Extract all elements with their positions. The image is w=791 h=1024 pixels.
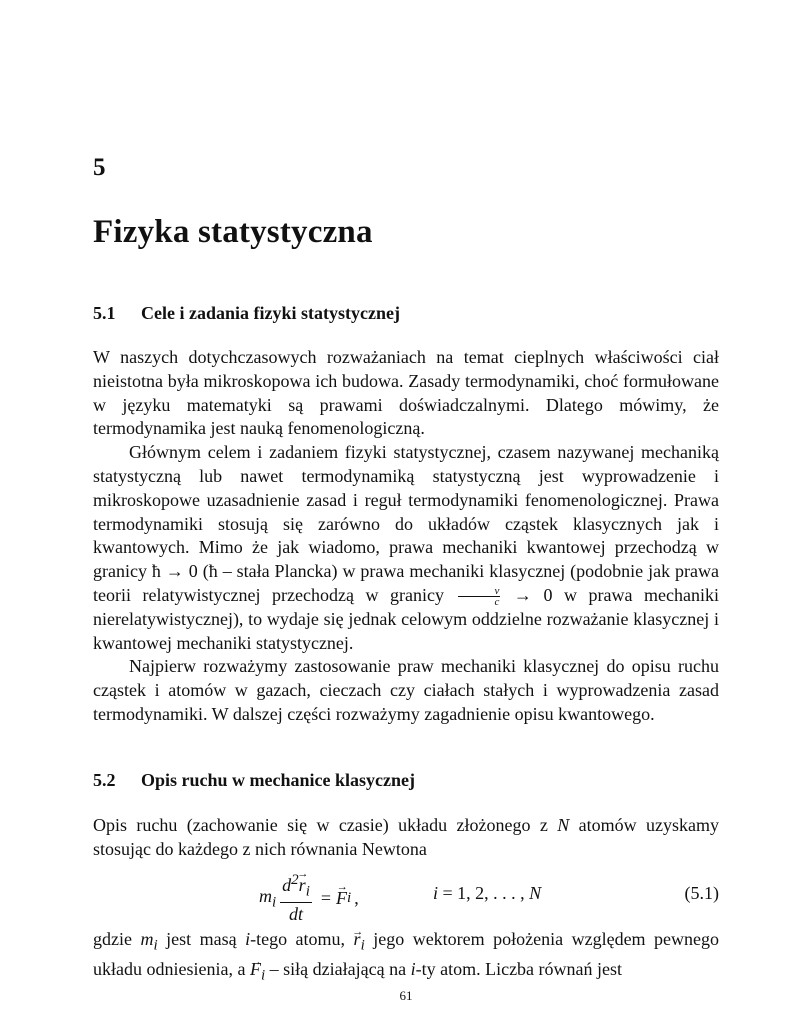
math-m: m bbox=[140, 929, 154, 949]
section-number: 5.1 bbox=[93, 303, 116, 323]
chapter-title: Fizyka statystyczna bbox=[93, 214, 373, 250]
equation-expression bbox=[259, 872, 359, 925]
section-number: 5.2 bbox=[93, 770, 116, 790]
fraction-denominator: dt bbox=[289, 903, 304, 924]
math-superscript: 2 bbox=[291, 872, 299, 888]
section-heading-1 bbox=[93, 303, 400, 324]
math-N: N bbox=[557, 815, 570, 835]
math-subscript-i: i bbox=[153, 937, 158, 954]
equation-number: (5.1) bbox=[684, 883, 719, 903]
fraction-numerator bbox=[280, 872, 312, 903]
fraction-denominator: c bbox=[494, 596, 500, 609]
paragraph bbox=[93, 441, 719, 655]
math-subscript-i: i bbox=[260, 967, 266, 984]
paragraph-text: atomów uzyskamy stosując do każdego z nich równania Newtona bbox=[93, 815, 720, 859]
paragraph bbox=[93, 814, 719, 862]
paragraph-text: → 0 w prawa mechaniki nierelatywistycznej), to wydaje się jednak celowym oddzielne rozważanie klasycznej i kwantowej mechaniki statystycznej. bbox=[93, 584, 719, 653]
equation-condition bbox=[433, 883, 541, 904]
paragraph-text: -tego atomu, bbox=[250, 929, 346, 949]
section-heading-2 bbox=[93, 770, 415, 791]
math-d: d bbox=[282, 875, 292, 895]
condition-text: = 1, 2, . . . , bbox=[442, 883, 525, 903]
equation-5-1 bbox=[93, 868, 719, 924]
paragraph-text: Opis ruchu (zachowanie się w czasie) układu złożonego z bbox=[93, 815, 548, 835]
paragraph-text: -ty atom. Liczba równań jest bbox=[415, 959, 623, 980]
math-i: i bbox=[410, 959, 416, 980]
section-title: Cele i zadania fizyki statystycznej bbox=[141, 303, 400, 323]
paragraph: W naszych dotychczasowych rozważaniach na temat cieplnych właściwości ciał nieistotna była mikroskopowa ich budowa. Zasady termodynamiki, choć formułowane w języku matematyki są prawami doświadczalnymi. Dlatego mówimy, że termodynamika jest nauką fenomenologiczną. bbox=[93, 347, 719, 439]
paragraph-text: jest masą bbox=[166, 929, 237, 949]
equation-fraction bbox=[280, 872, 312, 925]
paragraph bbox=[93, 928, 719, 989]
vector-r bbox=[354, 928, 361, 952]
vector-F bbox=[250, 958, 261, 982]
math-m: m bbox=[259, 885, 272, 906]
fraction-numerator: v bbox=[458, 586, 501, 597]
fraction-v-over-c bbox=[458, 586, 501, 607]
paragraph-text: – siłą działającą na bbox=[269, 959, 407, 980]
vector-r bbox=[299, 875, 306, 896]
math-subscript-i: i bbox=[272, 894, 277, 911]
math-F: F bbox=[249, 959, 261, 980]
section-2-intro bbox=[93, 814, 719, 862]
math-i: i bbox=[245, 929, 251, 949]
math-subscript-i: i bbox=[347, 889, 352, 906]
paragraph-text: gdzie bbox=[93, 929, 132, 949]
chapter-number: 5 bbox=[93, 154, 106, 181]
section-title: Opis ruchu w mechanice klasycznej bbox=[141, 770, 415, 790]
math-r: r bbox=[353, 929, 361, 949]
paragraph-text: jego wektorem położenia względem pewnego układu odniesienia, a bbox=[93, 929, 720, 980]
math-i: i bbox=[433, 883, 439, 903]
page-number: 61 bbox=[399, 988, 413, 1003]
math-N: N bbox=[529, 883, 542, 903]
equals-sign: = bbox=[320, 887, 332, 908]
math-subscript-i: i bbox=[360, 937, 365, 954]
paragraph: Najpierw rozważymy zastosowanie praw mechaniki klasycznej do opisu ruchu cząstek i atomów w gazach, cieczach czy ciałach stałych i wyprowadzenia zasad termodynamiki. W dalszej części rozważymy zagadnienie opisu kwantowego. bbox=[93, 656, 719, 724]
document-page bbox=[93, 0, 719, 1024]
comma: , bbox=[354, 887, 359, 908]
math-F: F bbox=[336, 887, 348, 908]
math-r: r bbox=[298, 875, 306, 895]
vector-F bbox=[336, 888, 347, 909]
math-subscript-i: i bbox=[305, 883, 310, 900]
section-2-body bbox=[93, 928, 719, 989]
section-1-body bbox=[93, 346, 719, 727]
paragraph-text: Głównym celem i zadaniem fizyki statystycznej, czasem nazywanej mechaniką statystyczną lub nawet termodynamiką statystyczną jest wyprowadzenie i mikroskopowe uzasadnienie zasad i reguł termodynamiki fenomenologicznej. Prawa termodynamiki stosują się zarówno do układów cząstek klasycznych jak i kwantowych. Mimo że jak wiadomo, prawa mechaniki kwantowej przechodzą w granicy ħ → 0 (ħ – stała Plancka) w prawa mechaniki klasycznej (podobnie jak prawa teorii relatywistycznej przechodzą w granicy bbox=[93, 442, 719, 605]
